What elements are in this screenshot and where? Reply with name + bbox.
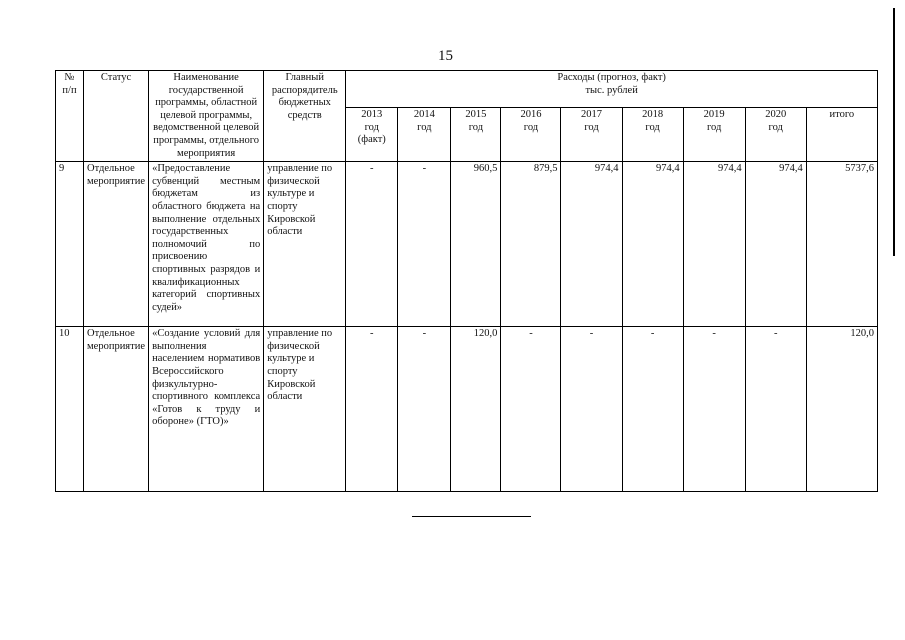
year-header — [346, 108, 398, 162]
row-num: 10 — [56, 327, 84, 492]
row-value: 974,4 — [561, 162, 622, 327]
end-rule — [412, 516, 531, 517]
row-value: 974,4 — [745, 162, 806, 327]
header-num: № п/п — [56, 71, 84, 162]
header-total: итого — [806, 108, 877, 162]
year-unit: год — [523, 121, 539, 133]
year-unit: год — [768, 121, 783, 133]
row-name: «Предоставление субвенций местным бюджетам из областного бюджета на выполнение отдельных государственных полномочий по присвоению спортивных разрядов и квалификационных категорий спортивных судей» — [149, 162, 264, 327]
row-value: 974,4 — [683, 162, 745, 327]
row-total: 5737,6 — [806, 162, 877, 327]
table-row — [56, 162, 878, 327]
year-label: 2019 — [703, 109, 725, 121]
row-value: - — [398, 327, 451, 492]
year-unit: год — [364, 121, 379, 133]
row-value: - — [398, 162, 451, 327]
row-value: 120,0 — [451, 327, 501, 492]
margin-rule — [893, 8, 895, 256]
year-label: 2015 — [465, 109, 487, 121]
year-unit: год — [417, 121, 432, 133]
year-header — [501, 108, 561, 162]
row-value: - — [745, 327, 806, 492]
row-value: 960,5 — [451, 162, 501, 327]
row-executor: управление по физической культуре и спорту Кировской области — [264, 327, 346, 492]
year-header — [398, 108, 451, 162]
year-header — [745, 108, 806, 162]
row-value: - — [561, 327, 622, 492]
row-status: Отдельное мероприятие — [84, 162, 149, 327]
year-unit: год — [645, 121, 660, 133]
row-executor: управление по физической культуре и спорту Кировской области — [264, 162, 346, 327]
year-header — [451, 108, 501, 162]
row-num: 9 — [56, 162, 84, 327]
row-value: 974,4 — [622, 162, 683, 327]
row-status: Отдельное мероприятие — [84, 327, 149, 492]
header-expenses — [346, 71, 878, 108]
year-label: 2013 — [361, 109, 383, 121]
header-executor: Главный распорядитель бюджетных средств — [264, 71, 346, 162]
header-status: Статус — [84, 71, 149, 162]
header-name: Наименование государственной программы, областной целевой программы, ведомственной целевой программы, отдельного мероприятия — [149, 71, 264, 162]
year-header — [561, 108, 622, 162]
header-units: тыс. рублей — [585, 84, 638, 96]
year-note: (факт) — [357, 134, 386, 146]
row-total: 120,0 — [806, 327, 877, 492]
year-label: 2020 — [765, 109, 787, 121]
year-unit: год — [468, 121, 484, 133]
row-value: 879,5 — [501, 162, 561, 327]
row-value: - — [683, 327, 745, 492]
header-row — [56, 71, 878, 108]
year-label: 2014 — [413, 109, 435, 121]
year-header — [622, 108, 683, 162]
row-value: - — [346, 162, 398, 327]
budget-table — [55, 70, 878, 492]
year-unit: год — [706, 121, 722, 133]
header-expenses-label: Расходы (прогноз, факт) — [557, 72, 666, 83]
year-label: 2018 — [642, 109, 664, 121]
year-unit: год — [584, 121, 599, 133]
year-label: 2016 — [520, 109, 542, 121]
row-name: «Создание условий для выполнения населением нормативов Всероссийского физкультурно-спортивного комплекса «Готов к труду и обороне» (ГТО)» — [149, 327, 264, 492]
row-value: - — [501, 327, 561, 492]
year-header — [683, 108, 745, 162]
table-row — [56, 327, 878, 492]
page-number: 15 — [438, 48, 453, 64]
year-label: 2017 — [581, 109, 603, 121]
row-value: - — [346, 327, 398, 492]
row-value: - — [622, 327, 683, 492]
